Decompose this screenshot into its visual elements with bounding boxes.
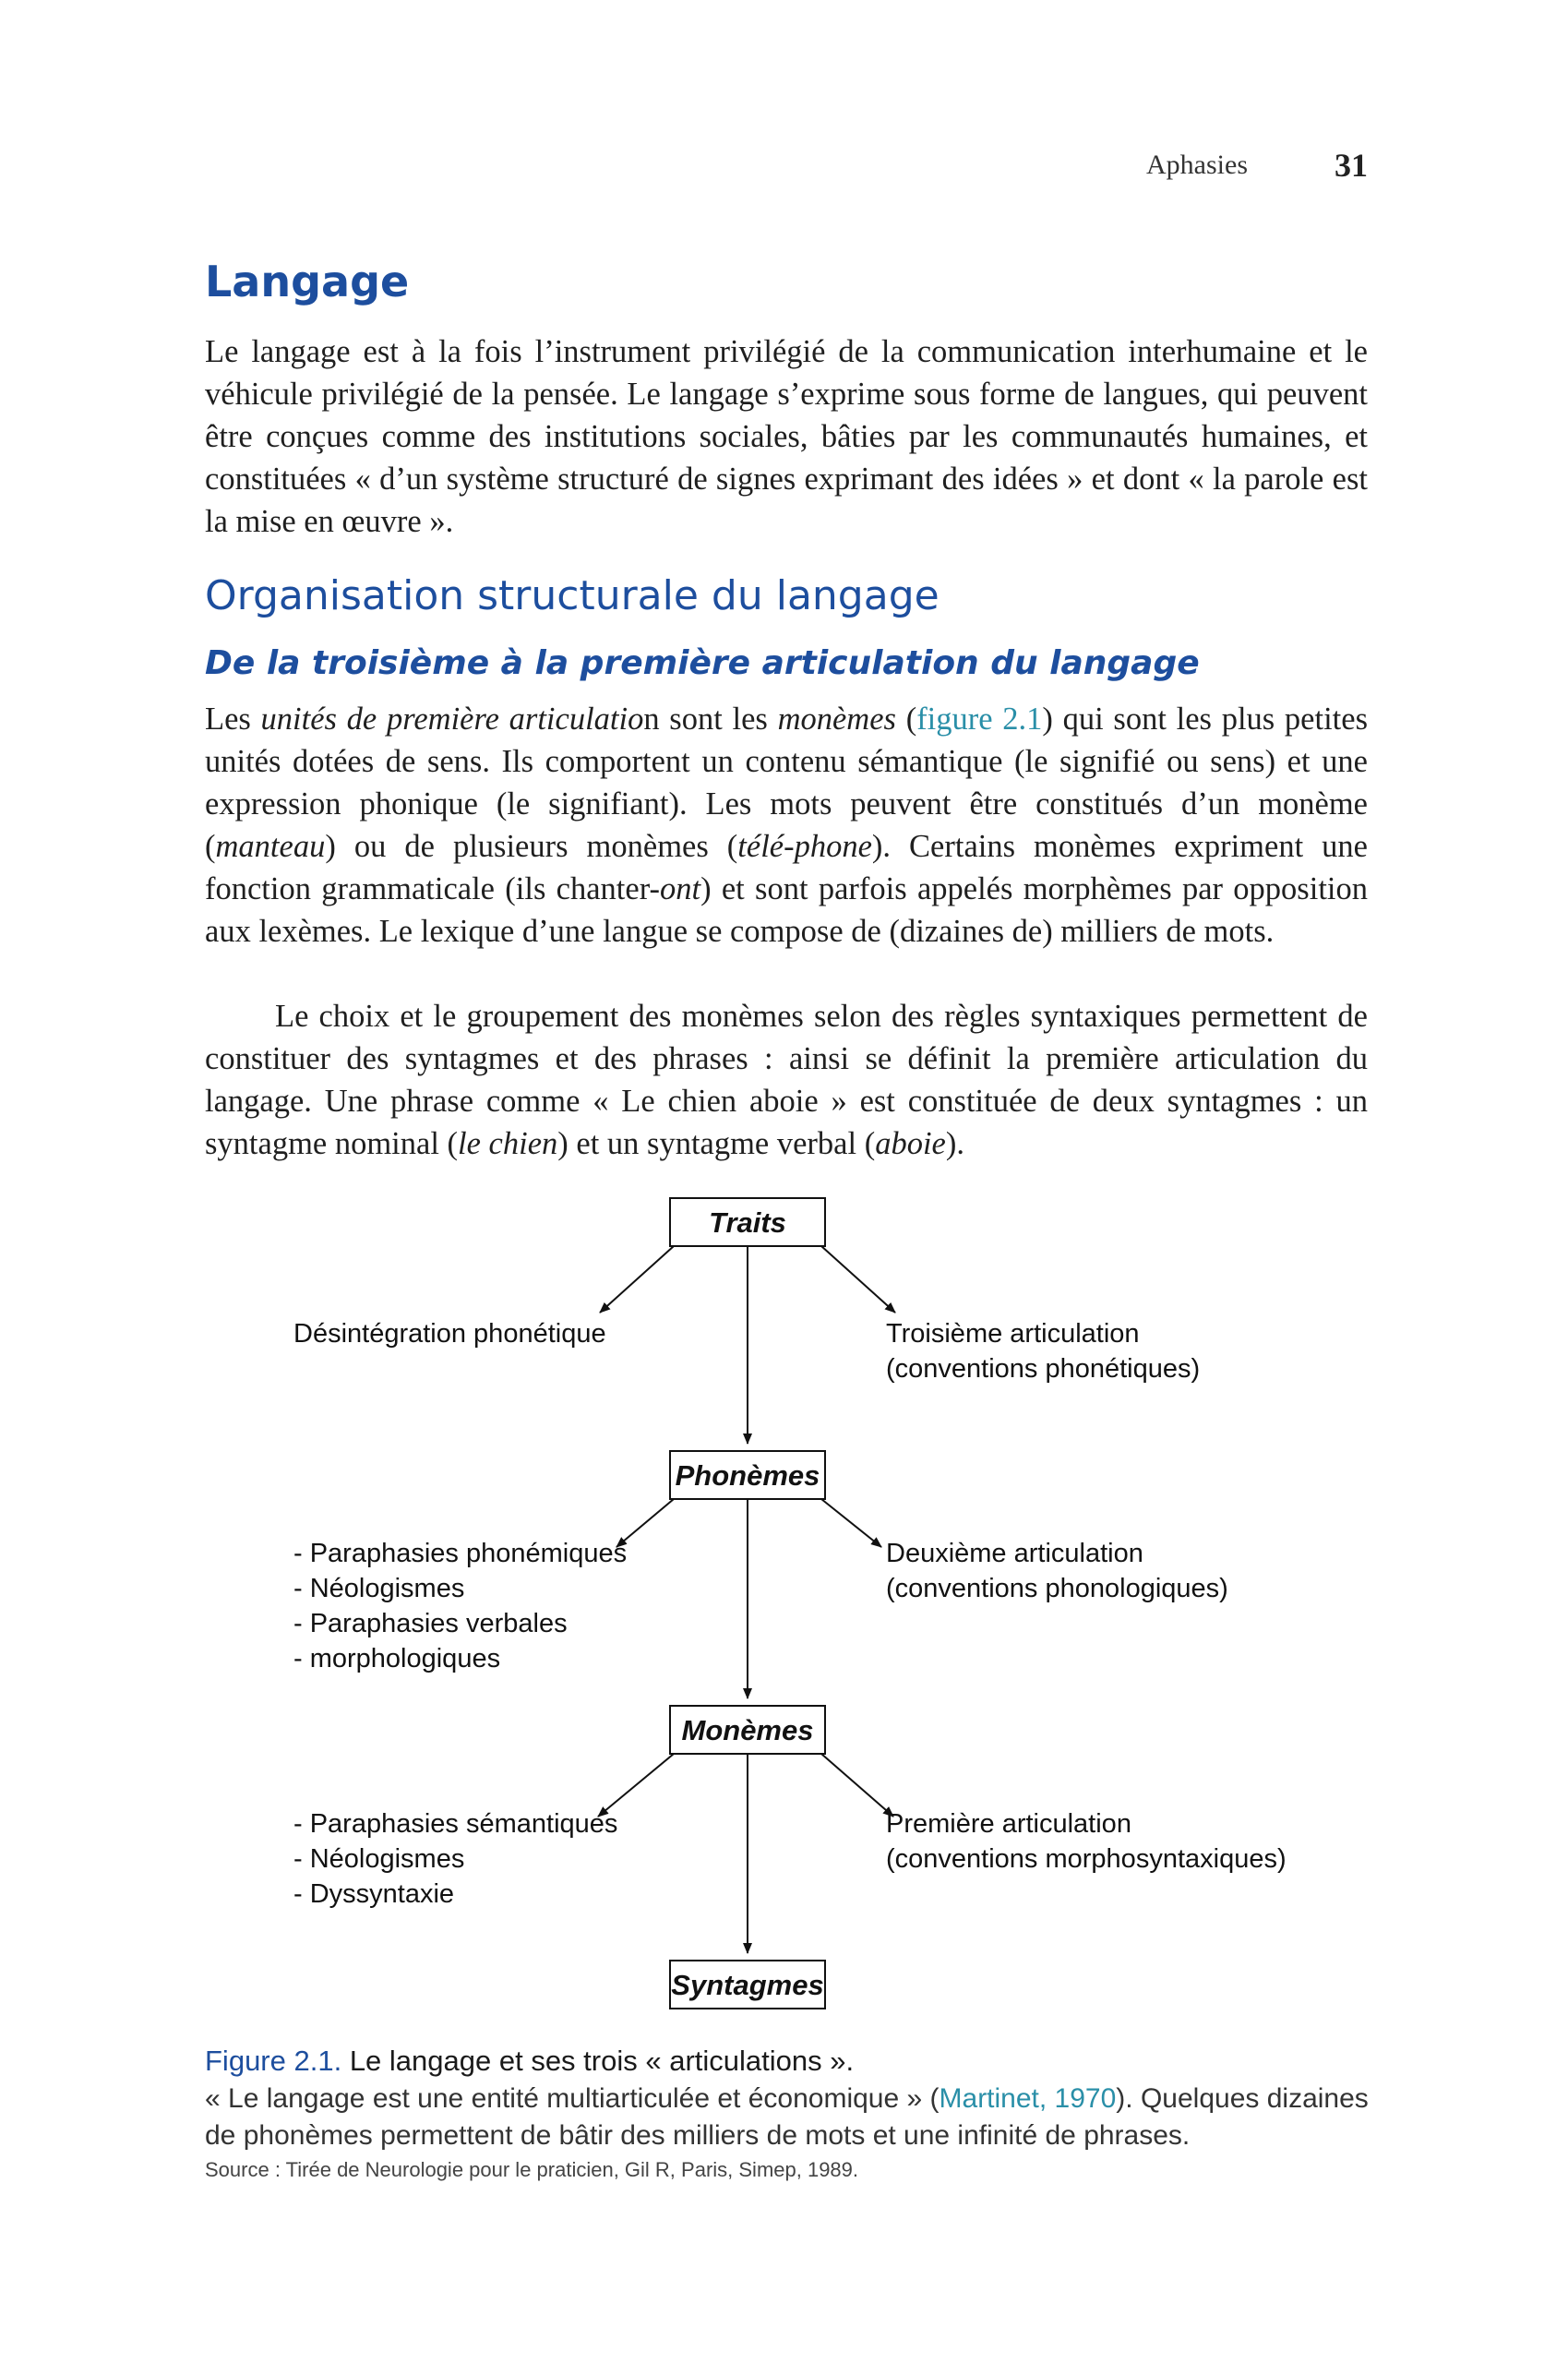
paragraph-syntagmes bbox=[205, 995, 1368, 1165]
arrow-phonemes-right bbox=[821, 1499, 881, 1547]
right-label: (conventions phonétiques) bbox=[886, 1354, 1201, 1384]
node-label-syntagmes: Syntagmes bbox=[671, 1969, 824, 2001]
text-run: ( bbox=[895, 702, 917, 737]
text-run: ). Certains monèmes expriment une fonction grammaticale (ils chanter- bbox=[205, 829, 1368, 906]
text-run: ) ou de plusieurs monèmes ( bbox=[325, 829, 738, 864]
heading-langage: Langage bbox=[205, 257, 410, 306]
node-traits bbox=[670, 1198, 825, 1246]
italic-term: monèmes bbox=[777, 702, 896, 737]
italic-term: unités de première articulatio bbox=[260, 702, 644, 737]
left-label: - Néologismes bbox=[293, 1574, 465, 1603]
caption-source: Source : Tirée de Neurologie pour le praticien, Gil R, Paris, Simep, 1989. bbox=[205, 2158, 859, 2181]
text-run: ) et sont parfois appelés morphèmes par opposition aux lexèmes. Le lexique d’une langue se compose de (dizaines de) milliers de mots. bbox=[205, 871, 1368, 949]
right-label: Première articulation bbox=[886, 1809, 1131, 1839]
right-label: Troisième articulation bbox=[886, 1319, 1140, 1349]
paragraph-monemes bbox=[205, 698, 1368, 953]
subheading-articulation: De la troisième à la première articulation du langage bbox=[205, 644, 1200, 682]
text-run: n sont les bbox=[643, 702, 778, 737]
italic-term: manteau bbox=[215, 829, 326, 864]
paragraph-langage: Le langage est à la fois l’instrument privilégié de la communication interhumaine et le véhicule privilégié de la pensée. Le langage s’exprime sous forme de langues, qui peuvent être conçues comme des institutions sociales, bâties par les communautés humaines, et constituées « d’un système structuré de signes exprimant des idées » et dont « la parole est la mise en œuvre ». bbox=[205, 334, 1368, 539]
caption-body-text: ). Quelques dizaines de phonèmes permettent de bâtir des milliers de mots et une infinité de phrases. bbox=[205, 2083, 1369, 2151]
left-label: - Paraphasies verbales bbox=[293, 1609, 568, 1638]
heading-organisation: Organisation structurale du langage bbox=[205, 572, 940, 619]
page-number: 31 bbox=[1335, 147, 1368, 184]
figure-reference-link[interactable]: figure 2.1 bbox=[916, 702, 1043, 737]
right-label: (conventions morphosyntaxiques) bbox=[886, 1844, 1287, 1874]
node-phonemes bbox=[670, 1451, 825, 1499]
caption-body bbox=[205, 2081, 1405, 2154]
left-label: - Paraphasies sémantiques bbox=[293, 1809, 618, 1839]
right-label: (conventions phonologiques) bbox=[886, 1574, 1228, 1603]
left-label: Désintégration phonétique bbox=[293, 1319, 606, 1349]
node-label-phonemes: Phonèmes bbox=[675, 1459, 820, 1492]
caption-title bbox=[205, 2042, 1405, 2081]
text-run: ). bbox=[945, 1126, 964, 1161]
left-label: - Néologismes bbox=[293, 1844, 465, 1874]
text-run: Le choix et le groupement des monèmes selon des règles syntaxiques permettent de constituer des syntagmes et des phrases : ainsi se définit la première articulation du langage. Une phrase comme « Le chien aboie » est constituée de deux syntagmes : un syntagme nominal ( bbox=[205, 999, 1368, 1161]
arrow-monemes-right bbox=[821, 1754, 893, 1817]
node-syntagmes bbox=[670, 1961, 825, 2009]
running-header bbox=[0, 146, 1368, 183]
caption-title-text: Le langage et ses trois « articulations ». bbox=[341, 2045, 855, 2077]
left-label: - morphologiques bbox=[293, 1644, 501, 1673]
caption-body-text: « Le langage est une entité multiarticulée et économique » ( bbox=[205, 2083, 940, 2114]
text-run: ) qui sont les plus petites unités dotées de sens. Ils comportent un contenu sémantique (le signifié ou sens) et une expression phonique (le signifiant). Les mots peuvent être constitués d’un monème ( bbox=[205, 702, 1368, 864]
node-monemes bbox=[670, 1706, 825, 1754]
arrow-traits-left bbox=[600, 1246, 674, 1313]
italic-term: le chien bbox=[458, 1126, 558, 1161]
node-label-monemes: Monèmes bbox=[681, 1714, 814, 1746]
right-label: Deuxième articulation bbox=[886, 1539, 1143, 1568]
running-header-section: Aphasies bbox=[1146, 150, 1248, 180]
italic-term: aboie bbox=[875, 1126, 946, 1161]
node-label-traits: Traits bbox=[709, 1206, 786, 1239]
arrow-monemes-left bbox=[598, 1754, 674, 1817]
italic-term: ont bbox=[659, 871, 701, 906]
left-label: - Dyssyntaxie bbox=[293, 1879, 455, 1909]
text-run: ) et un syntagme verbal ( bbox=[557, 1126, 876, 1161]
articulation-diagram bbox=[0, 1191, 1568, 2040]
left-label: - Paraphasies phonémiques bbox=[293, 1539, 628, 1568]
caption-number: Figure 2.1. bbox=[205, 2045, 342, 2077]
arrow-traits-right bbox=[821, 1246, 895, 1313]
text-run: Les bbox=[205, 702, 261, 737]
italic-term: télé-phone bbox=[737, 829, 872, 864]
citation-link[interactable]: Martinet, 1970 bbox=[939, 2083, 1117, 2114]
figure-caption bbox=[205, 2042, 1405, 2184]
